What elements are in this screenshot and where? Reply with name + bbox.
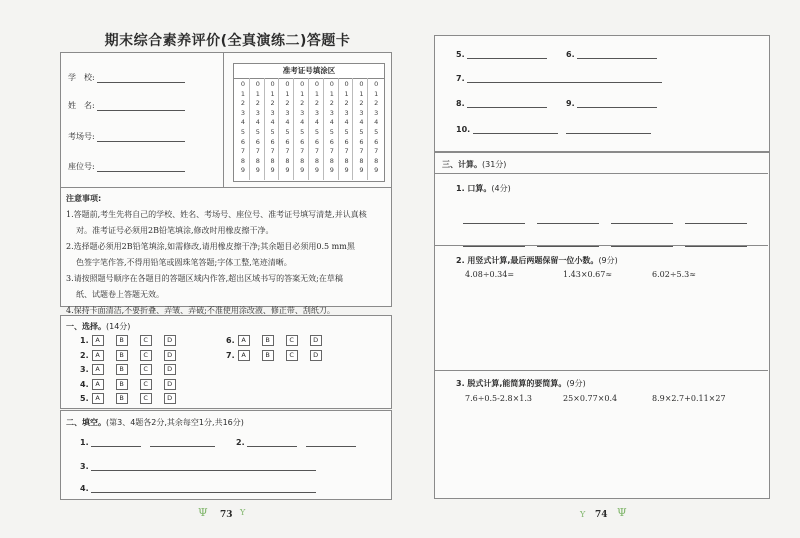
- admission-digit[interactable]: 1: [359, 89, 364, 98]
- option-bubble[interactable]: D: [164, 350, 176, 361]
- fill-question-7[interactable]: 7.: [456, 74, 662, 83]
- seat-field[interactable]: [68, 161, 185, 172]
- option-bubble[interactable]: B: [116, 350, 128, 361]
- option-bubble[interactable]: D: [164, 364, 176, 375]
- admission-digit[interactable]: 6: [285, 137, 290, 146]
- admission-digit[interactable]: 6: [314, 137, 320, 146]
- admission-digit[interactable]: 6: [374, 137, 379, 146]
- grid-line: [338, 78, 339, 180]
- note-line: 对。准考证号必须用2B铅笔填涂,修改时用橡皮擦干净。: [76, 226, 274, 235]
- info-divider: [223, 53, 224, 188]
- question-number: 6.: [226, 336, 235, 345]
- choice-row: [80, 335, 188, 346]
- option-bubble[interactable]: A: [92, 393, 104, 404]
- section1-title: 一、选择。(14分): [66, 322, 131, 331]
- option-bubble[interactable]: A: [92, 335, 104, 346]
- admission-digit[interactable]: 5: [255, 127, 260, 136]
- option-bubble[interactable]: A: [238, 335, 250, 346]
- fill-question-3[interactable]: 3.: [80, 462, 316, 471]
- option-bubble[interactable]: C: [140, 364, 152, 375]
- choice-row: [80, 393, 188, 404]
- admission-digit[interactable]: 1: [300, 89, 305, 98]
- admission-digit[interactable]: 5: [270, 127, 275, 136]
- admission-digit[interactable]: 5: [344, 127, 349, 136]
- admission-digit[interactable]: 8: [285, 156, 290, 165]
- admission-digit[interactable]: 7: [344, 147, 349, 156]
- admission-digit[interactable]: 3: [359, 108, 364, 117]
- grid-line: [249, 78, 250, 180]
- option-bubble[interactable]: A: [92, 350, 104, 361]
- admission-digit-columns[interactable]: [234, 80, 384, 181]
- admission-digit[interactable]: 5: [285, 127, 290, 136]
- choice-row: [80, 379, 188, 390]
- fill-question-4[interactable]: 4.: [80, 484, 316, 493]
- note-line: 3.请按照题号顺序在各题目的答题区域内作答,超出区域书写的答案无效;在草稿: [66, 274, 343, 283]
- admission-digit[interactable]: 2: [300, 99, 305, 108]
- question-number: 2.: [80, 350, 89, 360]
- name-label: 姓 名:: [68, 101, 95, 110]
- tree-icon: Ψ: [198, 506, 208, 519]
- admission-digit[interactable]: 7: [359, 147, 364, 156]
- admission-digit[interactable]: 6: [344, 137, 349, 146]
- admission-digit[interactable]: 2: [374, 99, 379, 108]
- school-field[interactable]: [68, 72, 185, 83]
- admission-digit[interactable]: 9: [359, 166, 364, 175]
- grid-line: [352, 78, 353, 180]
- admission-digit[interactable]: 7: [255, 147, 260, 156]
- admission-digit[interactable]: 1: [240, 89, 246, 98]
- admission-digit[interactable]: 9: [314, 166, 320, 175]
- admission-digit[interactable]: 7: [374, 147, 379, 156]
- admission-digit-column[interactable]: [369, 80, 383, 176]
- option-bubble[interactable]: C: [140, 335, 152, 346]
- admission-digit[interactable]: 7: [240, 147, 246, 156]
- option-bubble[interactable]: B: [262, 350, 274, 361]
- question-number: 7.: [226, 350, 235, 360]
- admission-digit[interactable]: 1: [329, 89, 334, 98]
- exam-room-field[interactable]: [68, 131, 185, 142]
- admission-digit[interactable]: 3: [285, 108, 290, 117]
- choice-row: [226, 350, 334, 361]
- name-field[interactable]: [68, 100, 185, 111]
- admission-digit[interactable]: 4: [374, 118, 379, 127]
- admission-digit[interactable]: 2: [240, 99, 246, 108]
- note-line: 1.答题前,考生先将自己的学校、姓名、考场号、座位号、准考证号填写清楚,并认真核: [66, 210, 367, 219]
- question-number: 4.: [80, 379, 89, 389]
- q1-title: 1. 口算。(4分): [456, 184, 511, 193]
- fill-question-10[interactable]: 10.: [456, 125, 651, 134]
- admission-digit[interactable]: 9: [374, 166, 379, 175]
- admission-digit[interactable]: 4: [240, 118, 246, 127]
- notes: [66, 191, 388, 319]
- question-number: 3.: [80, 365, 89, 374]
- option-bubble[interactable]: A: [238, 350, 250, 361]
- admission-digit[interactable]: 4: [285, 118, 290, 127]
- option-bubble[interactable]: D: [164, 379, 176, 390]
- admission-digit[interactable]: 0: [314, 80, 320, 88]
- admission-digit[interactable]: 9: [285, 166, 290, 175]
- option-bubble[interactable]: C: [286, 350, 298, 361]
- q3-item-3: 8.9×2.7+0.11×27: [652, 394, 726, 403]
- admission-digit[interactable]: 2: [270, 99, 275, 108]
- option-bubble[interactable]: B: [116, 393, 128, 404]
- admission-digit[interactable]: 7: [270, 147, 275, 156]
- option-bubble[interactable]: C: [140, 350, 152, 361]
- admission-digit[interactable]: 7: [314, 147, 320, 156]
- admission-digit[interactable]: 6: [359, 137, 364, 146]
- choice-row: [80, 364, 188, 375]
- admission-digit[interactable]: 5: [329, 127, 334, 136]
- admission-digit[interactable]: 0: [359, 80, 364, 88]
- fill-question-9[interactable]: 9.: [566, 99, 657, 108]
- fill-question-2[interactable]: 2.: [236, 438, 356, 447]
- admission-digit[interactable]: 1: [255, 89, 260, 98]
- admission-digit[interactable]: 3: [300, 108, 305, 117]
- choice-row: [226, 335, 334, 346]
- admission-digit[interactable]: 8: [359, 156, 364, 165]
- q2-item-3: 6.02÷5.3≈: [652, 270, 696, 279]
- admission-digit[interactable]: 2: [359, 99, 364, 108]
- notes-title: 注意事项:: [66, 194, 102, 203]
- grid-line: [293, 78, 294, 180]
- option-bubble[interactable]: A: [92, 364, 104, 375]
- q3-item-1: 7.6÷0.5-2.8×1.3: [465, 394, 532, 403]
- admission-digit[interactable]: 3: [240, 108, 246, 117]
- school-label: 学 校:: [68, 73, 95, 82]
- note-line: 色签字笔作答,不得用铅笔或圆珠笔答题;字体工整,笔迹清晰。: [76, 258, 292, 267]
- q2-item-2: 1.43×0.67≈: [563, 270, 613, 279]
- divider: [434, 370, 768, 371]
- question-number: 1.: [80, 336, 89, 345]
- grid-line: [323, 78, 324, 180]
- note-line: 2.选择题必须用2B铅笔填涂,如需修改,请用橡皮擦干净;其余题目必须用0.5 mm黑: [66, 242, 355, 251]
- tree-icon: Ψ: [617, 506, 627, 519]
- admission-digit[interactable]: 4: [255, 118, 260, 127]
- admission-digit[interactable]: 4: [270, 118, 275, 127]
- option-bubble[interactable]: B: [116, 335, 128, 346]
- seat-label: 座位号:: [68, 162, 95, 171]
- admission-digit[interactable]: 4: [314, 118, 320, 127]
- admission-grid-title: 准考证号填涂区: [234, 64, 384, 79]
- divider: [434, 245, 768, 246]
- admission-digit[interactable]: 5: [240, 127, 246, 136]
- note-line: 纸、试题卷上答题无效。: [76, 290, 164, 299]
- option-bubble[interactable]: C: [140, 379, 152, 390]
- admission-digit[interactable]: 2: [255, 99, 260, 108]
- admission-digit[interactable]: 7: [300, 147, 305, 156]
- option-bubble[interactable]: B: [116, 364, 128, 375]
- admission-digit[interactable]: 8: [240, 156, 246, 165]
- page-title: 期末综合素养评价(全真演练二)答题卡: [104, 33, 351, 49]
- admission-digit[interactable]: 3: [329, 108, 334, 117]
- admission-digit[interactable]: 9: [344, 166, 349, 175]
- option-bubble[interactable]: D: [164, 393, 176, 404]
- option-bubble[interactable]: D: [310, 335, 322, 346]
- admission-digit[interactable]: 4: [300, 118, 305, 127]
- admission-digit[interactable]: 0: [344, 80, 349, 88]
- admission-digit[interactable]: 6: [270, 137, 275, 146]
- admission-digit[interactable]: 5: [314, 127, 320, 136]
- admission-digit[interactable]: 3: [270, 108, 275, 117]
- admission-digit[interactable]: 3: [314, 108, 320, 117]
- sprout-icon: Y: [580, 510, 586, 519]
- admission-digit[interactable]: 5: [300, 127, 305, 136]
- admission-digit[interactable]: 6: [240, 137, 246, 146]
- grid-line: [264, 78, 265, 180]
- admission-digit[interactable]: 6: [300, 137, 305, 146]
- admission-digit[interactable]: 0: [300, 80, 305, 88]
- option-bubble[interactable]: B: [262, 335, 274, 346]
- section3-title: 三、计算。(31分): [442, 160, 507, 169]
- admission-digit[interactable]: 4: [359, 118, 364, 127]
- section2-title: 二、填空。(第3、4题各2分,其余每空1分,共16分): [66, 418, 244, 427]
- exam-room-label: 考场号:: [68, 132, 95, 141]
- divider: [434, 173, 768, 174]
- admission-digit[interactable]: 1: [270, 89, 275, 98]
- admission-digit[interactable]: 1: [314, 89, 320, 98]
- fill-question-5[interactable]: 5.: [456, 50, 547, 59]
- q3-title: 3. 脱式计算,能简算的要简算。(9分): [456, 379, 586, 388]
- page-number-left: 73: [220, 510, 233, 520]
- fill-question-6[interactable]: 6.: [566, 50, 657, 59]
- admission-digit[interactable]: 0: [374, 80, 379, 88]
- admission-digit[interactable]: 0: [329, 80, 334, 88]
- option-bubble[interactable]: A: [92, 379, 104, 390]
- admission-digit[interactable]: 7: [329, 147, 334, 156]
- admission-digit[interactable]: 3: [344, 108, 349, 117]
- option-bubble[interactable]: B: [116, 379, 128, 390]
- fill-question-8[interactable]: 8.: [456, 99, 547, 108]
- grid-line: [308, 78, 309, 180]
- admission-digit[interactable]: 6: [329, 137, 334, 146]
- admission-digit[interactable]: 0: [255, 80, 260, 88]
- admission-digit[interactable]: 8: [270, 156, 275, 165]
- admission-digit[interactable]: 9: [270, 166, 275, 175]
- sprout-icon: Y: [240, 508, 246, 517]
- admission-digit[interactable]: 7: [285, 147, 290, 156]
- option-bubble[interactable]: D: [310, 350, 322, 361]
- admission-digit[interactable]: 8: [300, 156, 305, 165]
- admission-digit[interactable]: 9: [300, 166, 305, 175]
- q2-title: 2. 用竖式计算,最后两题保留一位小数。(9分): [456, 256, 618, 265]
- admission-digit[interactable]: 8: [374, 156, 379, 165]
- note-line: 4.保持卡面清洁,不要折叠、弄皱、弄破;不准使用涂改液、修正带、刮纸刀。: [66, 306, 335, 315]
- grid-line: [367, 78, 368, 180]
- admission-digit[interactable]: 8: [255, 156, 260, 165]
- admission-digit[interactable]: 4: [329, 118, 334, 127]
- admission-digit[interactable]: 2: [285, 99, 290, 108]
- grid-line: [278, 78, 279, 180]
- admission-digit[interactable]: 2: [329, 99, 334, 108]
- admission-digit[interactable]: 0: [285, 80, 290, 88]
- option-bubble[interactable]: C: [140, 393, 152, 404]
- admission-digit[interactable]: 0: [270, 80, 275, 88]
- q3-item-2: 25×0.77×0.4: [563, 394, 618, 403]
- admission-digit[interactable]: 0: [240, 80, 246, 88]
- admission-digit[interactable]: 3: [255, 108, 260, 117]
- option-bubble[interactable]: C: [286, 335, 298, 346]
- admission-digit[interactable]: 1: [344, 89, 349, 98]
- admission-digit[interactable]: 1: [285, 89, 290, 98]
- fill-question-1[interactable]: 1.: [80, 438, 215, 447]
- admission-digit[interactable]: 9: [329, 166, 334, 175]
- choice-row: [80, 350, 188, 361]
- oral-answer-row-1[interactable]: [463, 205, 747, 224]
- admission-digit[interactable]: 8: [344, 156, 349, 165]
- admission-number-grid: [233, 63, 385, 182]
- option-bubble[interactable]: D: [164, 335, 176, 346]
- admission-digit[interactable]: 6: [255, 137, 260, 146]
- admission-digit[interactable]: 9: [255, 166, 260, 175]
- admission-digit[interactable]: 9: [240, 166, 246, 175]
- admission-digit[interactable]: 8: [329, 156, 334, 165]
- admission-digit[interactable]: 8: [314, 156, 320, 165]
- admission-digit[interactable]: 5: [374, 127, 379, 136]
- admission-digit[interactable]: 3: [374, 108, 379, 117]
- admission-digit[interactable]: 1: [374, 89, 379, 98]
- admission-digit[interactable]: 2: [314, 99, 320, 108]
- admission-digit[interactable]: 2: [344, 99, 349, 108]
- question-number: 5.: [80, 394, 89, 403]
- q2-item-1: 4.08÷0.34=: [465, 270, 515, 279]
- admission-digit[interactable]: 4: [344, 118, 349, 127]
- page-number-right: 74: [595, 510, 608, 520]
- admission-digit[interactable]: 5: [359, 127, 364, 136]
